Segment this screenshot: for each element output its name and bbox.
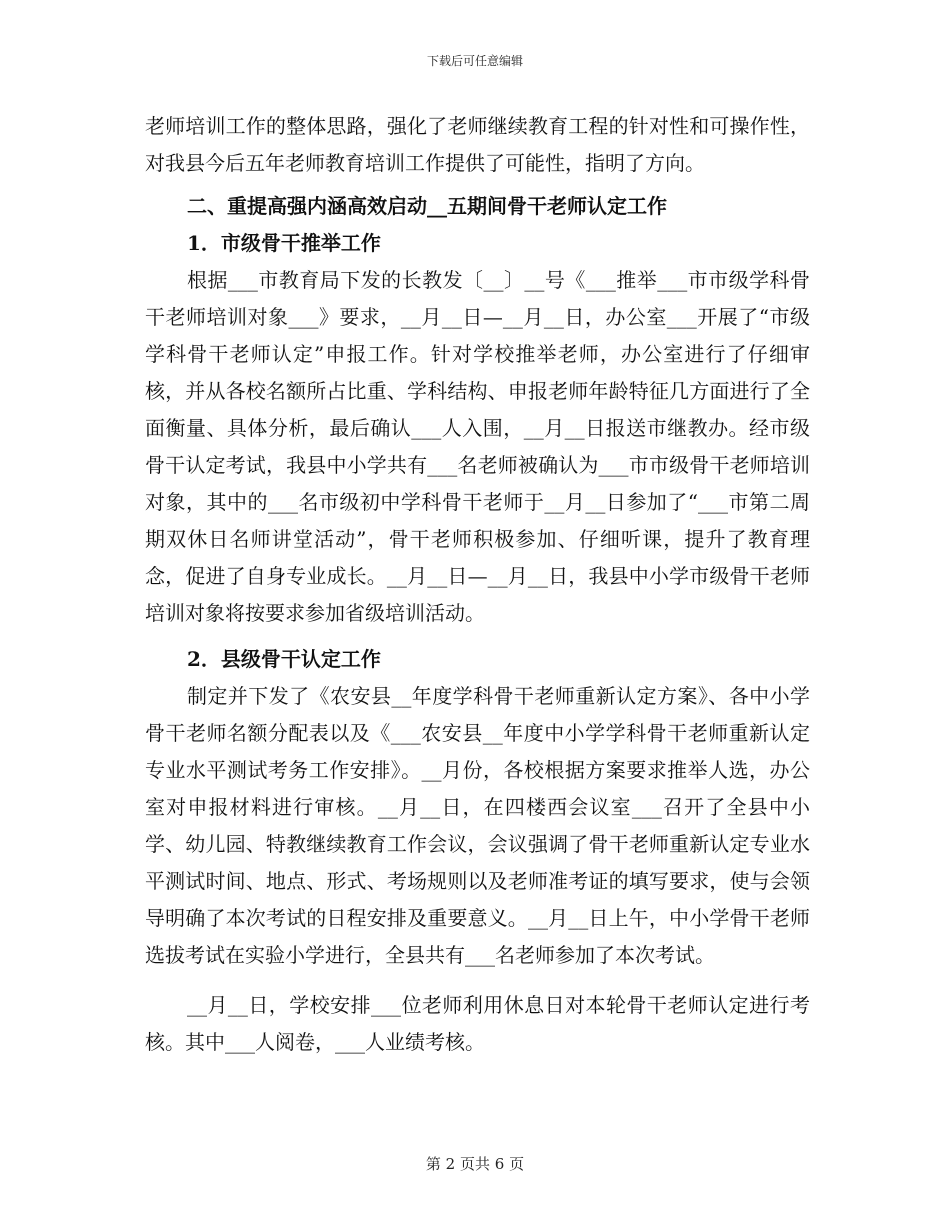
subsection-heading-1: 1．市级骨干推举工作 [187, 231, 381, 255]
paragraph-continued: 老师培训工作的整体思路，强化了老师继续教育工程的针对性和可操作性，对我县今后五年老师教育培训工作提供了可能性，指明了方向。 [145, 114, 810, 175]
paragraph-city-backbone: 根据___市教育局下发的长教发〔__〕__号《___推举___市市级学科骨干老师培训对象___》要求，__月__日—__月__日，办公室___开展了“市级学科骨干老师认定”申报工作。针对学校推举老师，办公室进行了仔细审核，并从各校名额所占比重、学科结构、申报老师年龄特征几方面进行了全面衡量、具体分析，最后确认___人入围，__月__日报送市继教办。经市级骨干认定考试，我县中小学共有___名老师被确认为___市市级骨干老师培训对象，其中的___名市级初中学科骨干老师于__月__日参加了“___市第二周期双休日名师讲堂活动”，骨干老师积极参加、仔细听课，提升了教育理念，促进了自身专业成长。__月__日—__月__日，我县中小学市级骨干老师培训对象将按要求参加省级培训活动。 [145, 268, 810, 625]
paragraph-assessment: __月__日，学校安排___位老师利用休息日对本轮骨干老师认定进行考核。其中___人阅卷，___人业绩考核。 [145, 993, 810, 1054]
page-header: 下载后可任意编辑 [426, 54, 523, 68]
paragraph-county-backbone: 制定并下发了《农安县__年度学科骨干老师重新认定方案》、各中小学骨干老师名额分配表以及《___农安县__年度中小学学科骨干老师重新认定专业水平测试考务工作安排》。__月份，各校根据方案要求推举人选，办公室对申报材料进行审核。__月__日，在四楼西会议室___召开了全县中小学、幼儿园、特教继续教育工作会议，会议强调了骨干老师重新认定专业水平测试时间、地点、形式、考场规则以及老师准考证的填写要求，使与会领导明确了本次考试的日程安排及重要意义。__月__日上午，中小学骨干老师选拔考试在实验小学进行，全县共有___名老师参加了本次考试。 [145, 684, 810, 967]
page-number: 第 2 页共 6 页 [425, 1155, 525, 1173]
document-body [145, 108, 810, 1061]
subsection-heading-2: 2．县级骨干认定工作 [187, 647, 381, 671]
section-heading: 二、重提高强内涵高效启动__五期间骨干老师认定工作 [187, 194, 667, 218]
